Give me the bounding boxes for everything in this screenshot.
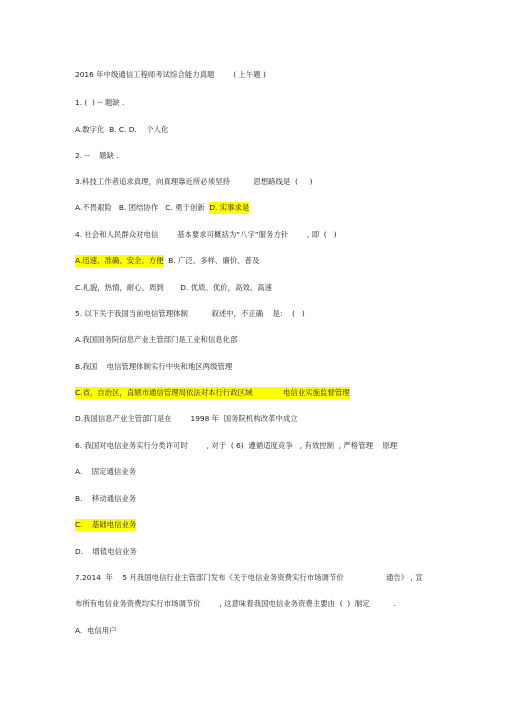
question-4-options-c-d: C.礼貌，热情，耐心、周到 D. 优质、优价，高效、高速 — [75, 283, 272, 292]
question-5-option-d: D.我国信息产业主管部门是在 1998 年 国务院机构改革中成立 — [75, 414, 298, 423]
question-4-option-b: B. 广泛、多样、廉价、普及 — [163, 256, 260, 265]
question-6-option-c-highlighted: C. 基础电信业务 — [75, 520, 137, 529]
question-4-options-a-b — [75, 255, 259, 266]
question-3-options-a-c: A.不畏艰险 B. 团结协作 C. 勇于创新 — [75, 203, 210, 212]
question-5: 5. 以下关于我国当前电信管理体制 叙述中，不正确 是： ( ) — [75, 309, 305, 318]
question-6-option-a: A. 固定通信业务 — [75, 467, 137, 476]
question-5-option-b: B.我国 电信管理体制实行中央和地区两级管理 — [75, 362, 233, 371]
document-title: 2016 年中级通信工程师考试综合能力真题 ( 上午题 ) — [75, 70, 266, 79]
question-7-option-a: A. 电信用户 — [75, 626, 117, 635]
question-6-option-b: B. 移动通信业务 — [75, 494, 137, 503]
question-5-option-c-highlighted: C.省，自治区，直辖市通信管理局依法对本行行政区域 电信业实施监督管理 — [75, 388, 350, 397]
question-4-option-a-highlighted: A.迅速、准确、安全、方便 — [75, 256, 164, 265]
question-7-line-2: 布所有电信业务资费均实行市场调节价 , 这意味着我国电信业务资费主要由 ( ) 制定 . — [75, 599, 396, 608]
question-1-options: A.数字化 B. C. D. 个人化 — [75, 125, 169, 134]
question-6-option-c — [75, 519, 136, 530]
question-2: 2. -- 题缺 . — [75, 151, 119, 160]
question-3: 3.科技工作者追求真理，向真理靠近所必须坚持 思想路线是 ( ) — [75, 177, 313, 186]
question-6-option-d: D. 增值电信业务 — [75, 547, 137, 556]
question-1: 1. ( ) -- 题缺 . — [75, 98, 125, 107]
question-5-option-a: A.我国国务院信息产业主管部门是工业和信息化部 — [75, 335, 238, 344]
question-5-option-c — [75, 387, 350, 398]
question-3-option-d-highlighted: D. 实事求是 — [209, 203, 250, 212]
question-6: 6. 我国对电信业务实行分类许可时 , 对于 ( 6) 遵循适度竞争 , 有效控制 , 严格管理 原理 — [75, 441, 398, 450]
question-3-options — [75, 202, 249, 213]
question-4: 4. 社会和人民群众对电信 基本要求可概括为”八字”服务方针 , 即 ( ) — [75, 230, 337, 239]
question-7-line-1: 7.2014 年 5 月我国电信行业主管部门发布《关于电信业务资费实行市场调节价 通告》 , 宣 — [75, 573, 423, 582]
